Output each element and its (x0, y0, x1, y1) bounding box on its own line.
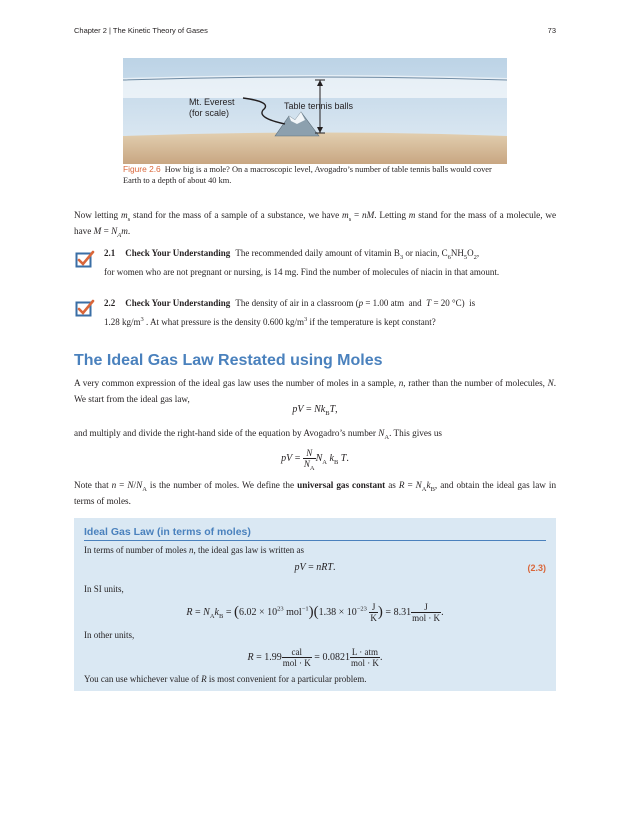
section-paragraph-3: Note that $n = N/N_A$ is the number of moles. We define the universal gas constant as $R = N_Ak_B$, and obtain the ideal gas law in terms of moles. (74, 480, 557, 506)
figure-illustration (123, 58, 507, 164)
check-your-understanding-icon (75, 250, 95, 268)
figure-caption (123, 164, 503, 186)
section-paragraph-1: A very common expression of the ideal gas law uses the number of moles in a sample, n, rather than the number of molecules, N. We start from the ideal gas law, (74, 378, 556, 404)
label-everest-line1: Mt. Everest (189, 97, 235, 107)
label-table-tennis-balls: Table tennis balls (284, 101, 354, 111)
si-units-label: In SI units, (84, 584, 124, 594)
equation-r-si: $R = N_Ak_B = (6.02 \times 10^{23}$ $mol^{-1})(1.38 \times 10^{-23}$ $\frac{J}{K}$ ) = 8.31 $\frac{J}{\text{mol · K}}$ . (186, 602, 444, 623)
figure-label: Figure 2.6 (123, 164, 161, 174)
check-understanding-2-2: 2.2 Check Your Understanding The density of air in a classroom (p = 1.00 atm and T = 20 °C) is 1.28 $kg/m^3$ . At what pressure is the density 0.600 $kg/m^3$ if the temperature is kept constant? (104, 298, 476, 327)
intro-paragraph: Now letting $m_s$ stand for the mass of a sample of a substance, we have $m_s$ = nM. Letting m stand for the mass of a molecule, we have $M = N_Am$. (74, 210, 557, 239)
section-paragraph-2: and multiply and divide the right-hand side of the equation by Avogadro’s number $N_A$. This gives us (74, 428, 442, 441)
label-everest-line2: (for scale) (189, 108, 230, 118)
equation-2-3: pV = nRT. (294, 562, 336, 573)
caption-text: How big is a mole? On a macroscopic level, Avogadro’s number of table tennis balls would cover Earth to a depth of about 40 km. (123, 165, 492, 185)
running-header: Chapter 2 | The Kinetic Theory of Gases (74, 26, 208, 35)
ideal-gas-law-box (74, 518, 556, 691)
equation-number: (2.3) (527, 563, 546, 573)
box-title: Ideal Gas Law (in terms of moles) (84, 526, 546, 541)
equation-ideal-gas-law: pV = $Nk_BT$, (292, 404, 338, 417)
box-intro: In terms of number of moles n, the ideal gas law is written as (84, 545, 304, 555)
box-closing: You can use whichever value of R is most convenient for a particular problem. (84, 674, 367, 684)
check-your-understanding-icon (75, 299, 95, 317)
section-title: The Ideal Gas Law Restated using Moles (74, 352, 383, 369)
equation-avogadro: pV = $\frac{N}{N_A}$ $N_A$ $k_B$ T. (281, 448, 349, 472)
equation-r-other: R = 1.99 $\frac{\text{cal}}{\text{mol · K}}$ = 0.0821 $\frac{\text{L · atm}}{\text{mol · K}}$ . (247, 647, 383, 668)
other-units-label: In other units, (84, 630, 135, 640)
page-number: 73 (547, 26, 556, 35)
check-understanding-2-1: 2.1 Check Your Understanding The recommended daily amount of vitamin $B_3$ or niacin, $C_6NH_5O_2$, for women who are not pregnant or nursing, is 14 mg. Find the number of molecules of niacin in that amount. (104, 248, 500, 277)
